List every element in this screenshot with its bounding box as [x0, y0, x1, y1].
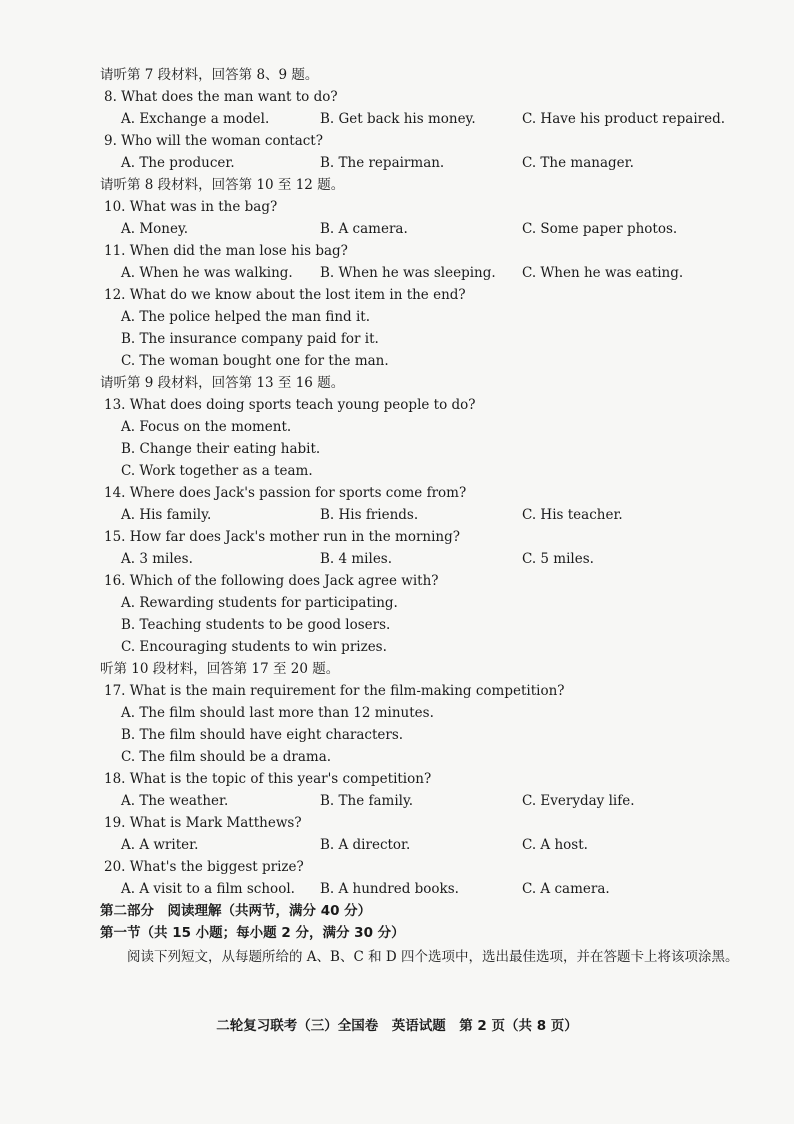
answer-option: C. His teacher.: [522, 507, 623, 523]
answer-option: A. Money.: [121, 221, 189, 237]
answer-option: B. Get back his money.: [320, 111, 476, 127]
answer-option: B. 4 miles.: [320, 551, 393, 567]
answer-option: C. Encouraging students to win prizes.: [121, 639, 387, 655]
question-stem: 11. When did the man lose his bag?: [104, 243, 348, 259]
instruction: 阅读下列短文，从每题所给的 A、B、C 和 D 四个选项中，选出最佳选项，并在答题卡上将该项涂黑。: [127, 949, 739, 965]
section-heading: 请听第 8 段材料，回答第 10 至 12 题。: [100, 177, 345, 193]
answer-option: B. When he was sleeping.: [320, 265, 496, 281]
section-heading: 请听第 7 段材料，回答第 8、9 题。: [100, 67, 319, 83]
answer-option: C. A host.: [522, 837, 588, 853]
question-stem: 20. What's the biggest prize?: [104, 859, 304, 875]
question-stem: 19. What is Mark Matthews?: [104, 815, 302, 831]
answer-option: B. The family.: [320, 793, 414, 809]
answer-option: A. A writer.: [121, 837, 199, 853]
answer-option: B. Teaching students to be good losers.: [121, 617, 391, 633]
answer-option: A. The police helped the man find it.: [121, 309, 371, 325]
answer-option: C. 5 miles.: [522, 551, 594, 567]
answer-option: A. When he was walking.: [121, 265, 293, 281]
answer-option: C. A camera.: [522, 881, 610, 897]
question-stem: 14. Where does Jack's passion for sports come from?: [104, 485, 467, 501]
answer-option: A. His family.: [121, 507, 212, 523]
question-stem: 15. How far does Jack's mother run in the morning?: [104, 529, 460, 545]
question-stem: 17. What is the main requirement for the film-making competition?: [104, 683, 565, 699]
question-stem: 8. What does the man want to do?: [104, 89, 338, 105]
answer-option: B. A director.: [320, 837, 411, 853]
answer-option: B. The film should have eight characters.: [121, 727, 404, 743]
answer-option: A. 3 miles.: [121, 551, 193, 567]
answer-option: A. Focus on the moment.: [121, 419, 292, 435]
answer-option: B. A camera.: [320, 221, 408, 237]
page-footer: 二轮复习联考（三）全国卷 英语试题 第 2 页（共 8 页）: [216, 1018, 578, 1034]
answer-option: C. When he was eating.: [522, 265, 684, 281]
answer-option: C. The woman bought one for the man.: [121, 353, 389, 369]
question-stem: 10. What was in the bag?: [104, 199, 278, 215]
question-stem: 12. What do we know about the lost item in the end?: [104, 287, 466, 303]
section-heading: 听第 10 段材料，回答第 17 至 20 题。: [100, 661, 340, 677]
answer-option: C. The manager.: [522, 155, 634, 171]
answer-option: A. Rewarding students for participating.: [121, 595, 398, 611]
answer-option: C. Have his product repaired.: [522, 111, 726, 127]
answer-option: A. The producer.: [121, 155, 235, 171]
answer-option: C. Work together as a team.: [121, 463, 313, 479]
answer-option: A. Exchange a model.: [121, 111, 270, 127]
answer-option: B. The repairman.: [320, 155, 445, 171]
answer-option: C. The film should be a drama.: [121, 749, 332, 765]
answer-option: C. Some paper photos.: [522, 221, 678, 237]
answer-option: B. A hundred books.: [320, 881, 459, 897]
question-stem: 16. Which of the following does Jack agree with?: [104, 573, 439, 589]
section-heading: 请听第 9 段材料，回答第 13 至 16 题。: [100, 375, 345, 391]
question-stem: 13. What does doing sports teach young people to do?: [104, 397, 476, 413]
answer-option: B. The insurance company paid for it.: [121, 331, 379, 347]
answer-option: A. A visit to a film school.: [121, 881, 295, 897]
answer-option: A. The weather.: [121, 793, 229, 809]
answer-option: B. His friends.: [320, 507, 419, 523]
section-title: 第一节（共 15 小题；每小题 2 分，满分 30 分）: [100, 925, 405, 941]
question-stem: 9. Who will the woman contact?: [104, 133, 323, 149]
question-stem: 18. What is the topic of this year's competition?: [104, 771, 432, 787]
answer-option: C. Everyday life.: [522, 793, 635, 809]
answer-option: B. Change their eating habit.: [121, 441, 321, 457]
part-title: 第二部分 阅读理解（共两节，满分 40 分）: [100, 903, 372, 919]
answer-option: A. The film should last more than 12 minutes.: [121, 705, 434, 721]
